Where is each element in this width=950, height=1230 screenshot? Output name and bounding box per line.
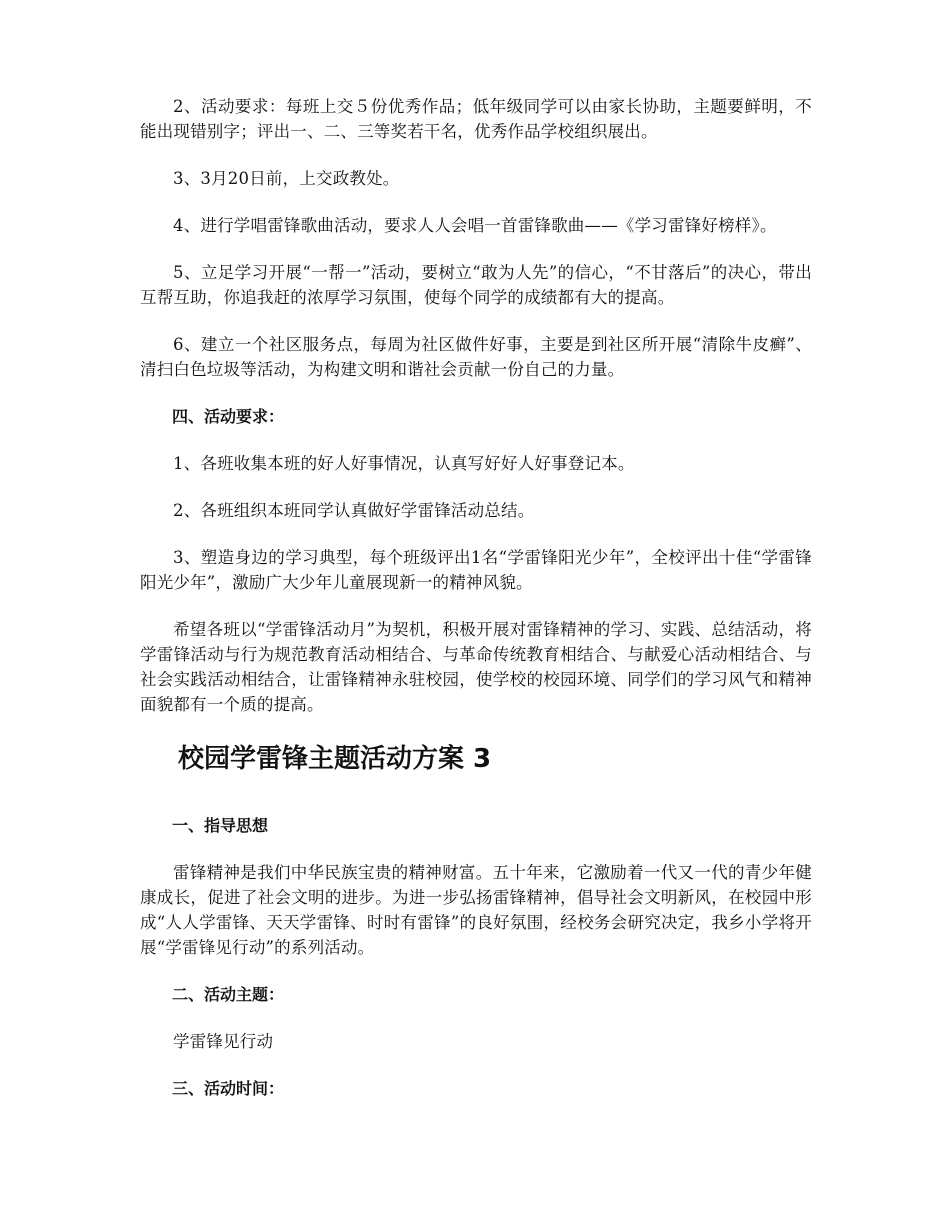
section-heading-requirements: 四、活动要求： — [172, 407, 285, 426]
paragraph-deadline: 3、3月20日前，上交政教处。 — [173, 169, 400, 188]
section-heading-theme: 二、活动主题： — [172, 985, 285, 1004]
document-page — [140, 94, 812, 1123]
section-heading-guiding-thought: 一、指导思想 — [172, 816, 269, 835]
paragraph-community-service: 6、建立一个社区服务点，每周为社区做件好事，主要是到社区所开展“清除牛皮癣”、清扫白色垃圾等活动，为构建文明和谐社会贡献一份自己的力量。 — [140, 335, 812, 379]
paragraph-mutual-help: 5、立足学习开展“一帮一”活动，要树立“敢为人先”的信心，“不甘落后”的决心，带出互帮互助，你追我赶的浓厚学习氛围，使每个同学的成绩都有大的提高。 — [140, 263, 812, 307]
paragraph-song-activity: 4、进行学唱雷锋歌曲活动，要求人人会唱一首雷锋歌曲——《学习雷锋好榜样》。 — [173, 216, 777, 235]
paragraph-good-deeds: 1、各班收集本班的好人好事情况，认真写好好人好事登记本。 — [173, 454, 635, 473]
document-title: 校园学雷锋主题活动方案 3 — [178, 744, 492, 774]
paragraph-theme: 学雷锋见行动 — [173, 1032, 274, 1051]
paragraph-summary: 2、各班组织本班同学认真做好学雷锋活动总结。 — [173, 501, 535, 520]
section-heading-time: 三、活动时间： — [172, 1079, 285, 1098]
paragraph-activity-requirements: 2、活动要求：每班上交５份优秀作品；低年级同学可以由家长协助，主题要鲜明，不能出现错别字；评出一、二、三等奖若干名，优秀作品学校组织展出。 — [140, 97, 812, 141]
paragraph-role-models: 3、塑造身边的学习典型，每个班级评出1名“学雷锋阳光少年”，全校评出十佳“学雷锋阳光少年”，激励广大少年儿童展现新一的精神风貌。 — [140, 548, 812, 592]
paragraph-closing: 希望各班以“学雷锋活动月”为契机，积极开展对雷锋精神的学习、实践、总结活动，将学雷锋活动与行为规范教育活动相结合、与革命传统教育相结合、与献爱心活动相结合、与社会实践活动相结合，让雷锋精神永驻校园，使学校的校园环境、同学们的学习风气和精神面貌都有一个质的提高。 — [140, 620, 812, 714]
paragraph-guiding-thought: 雷锋精神是我们中华民族宝贵的精神财富。五十年来，它激励着一代又一代的青少年健康成长，促进了社会文明的进步。为进一步弘扬雷锋精神，倡导社会文明新风，在校园中形成“人人学雷锋、天天学雷锋、时时有雷锋”的良好氛围，经校务会研究决定，我乡小学将开展“学雷锋见行动”的系列活动。 — [140, 863, 812, 957]
